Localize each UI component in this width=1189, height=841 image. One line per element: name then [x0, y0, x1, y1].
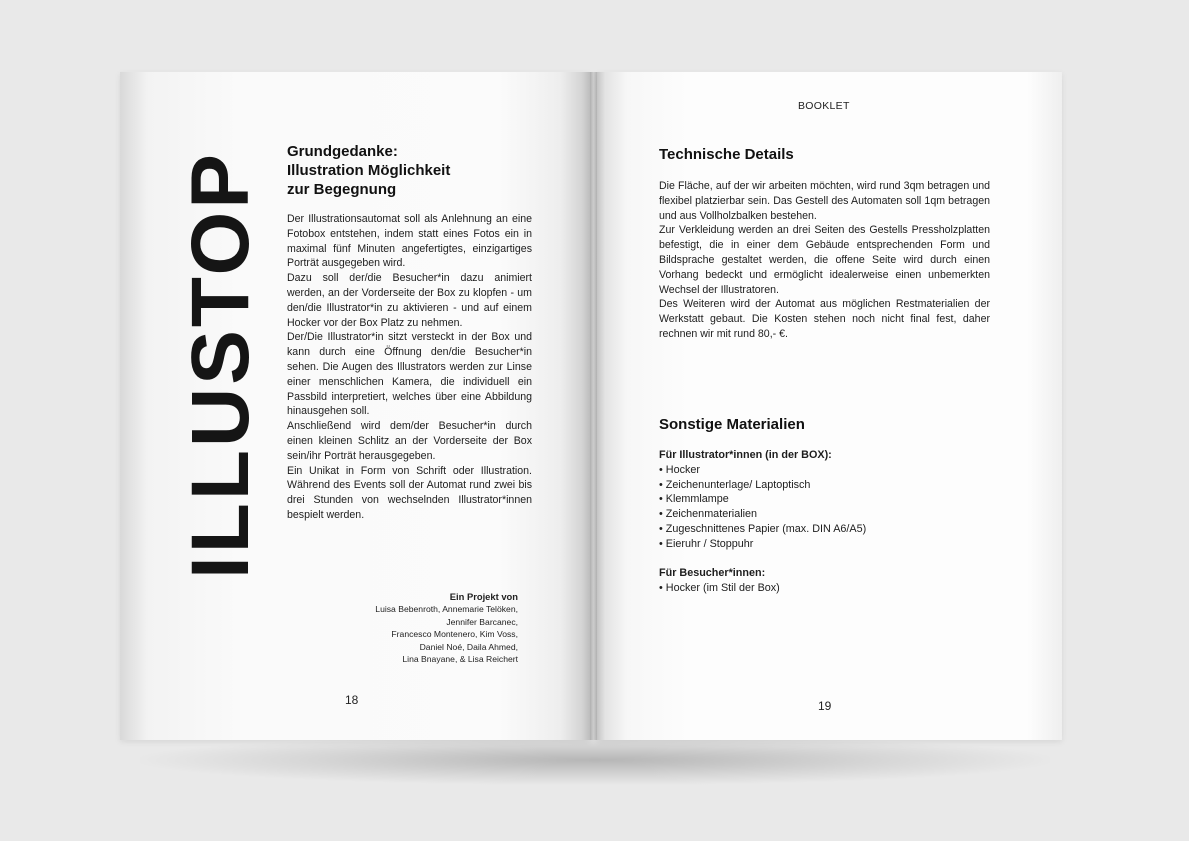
left-heading-line-2: Illustration Möglichkeit — [287, 162, 451, 179]
left-heading-line-3: zur Begegnung — [287, 181, 397, 198]
paragraph: Der/Die Illustrator*in sitzt versteckt in der Box und kann durch eine Öffnung den/die Besucher*in sehen. Die Augen des Illustrators werden zur Linse einer menschlichen Kamera, die individuell ein Passbild interpretiert, welches über eine Abbildung hinausgehen soll. — [287, 331, 532, 418]
technical-details-text — [659, 179, 990, 342]
vertical-title — [175, 145, 266, 585]
list-title: Für Illustrator*innen (in der BOX): — [659, 449, 832, 461]
list-title: Für Besucher*innen: — [659, 567, 766, 579]
left-body-text — [287, 212, 532, 523]
paragraph: Dazu soll der/die Besucher*in dazu animiert werden, an der Vorderseite der Box zu klopfen - um den/die Illustrator*in zu aktivieren - und auf einem Hocker vor der Box Platz zu nehmen. — [287, 272, 532, 329]
paragraph: Des Weiteren wird der Automat aus möglichen Restmaterialien der Werkstatt gebaut. Die Kosten stehen noch nicht final fest, daher rechnen wir mit rund 80,- €. — [659, 298, 990, 340]
credits-line: Francesco Montenero, Kim Voss, — [391, 629, 518, 640]
paragraph: Zur Verkleidung werden an drei Seiten des Gestells Pressholzplatten befestigt, die in einer dem Gebäude entsprechenden Form und Bildsprache gestaltet werden, die offene Seite wird durch einen Vorhang bedeckt und ermöglicht idealerweise einen unbemerkten Wechsel der Illustratoren. — [659, 224, 990, 296]
left-heading-line-1: Grundgedanke: — [287, 143, 398, 160]
credits-line: Jennifer Barcanec, — [446, 616, 518, 627]
technical-details-heading: Technische Details — [659, 146, 794, 163]
project-credits — [340, 591, 518, 665]
illustrator-materials-list — [659, 448, 866, 552]
running-head: BOOKLET — [798, 100, 850, 112]
list-item: • Hocker (im Stil der Box) — [659, 581, 780, 594]
booklet-shadow — [140, 735, 1050, 785]
credits-line: Daniel Noé, Daila Ahmed, — [419, 641, 518, 652]
list-item: • Zugeschnittenes Papier (max. DIN A6/A5) — [659, 522, 867, 535]
paragraph: Die Fläche, auf der wir arbeiten möchten, wird rund 3qm betragen und flexibel platzierbar sein. Das Gestell des Automaten soll 1qm betragen und aus Vollholzbalken bestehen. — [659, 180, 990, 222]
list-item: • Zeichenmaterialien — [659, 508, 757, 521]
paragraph: Anschließend wird dem/der Besucher*in durch einen kleinen Schlitz an der Vorderseite der Box sein/ihr Porträt herausgegeben. — [287, 420, 532, 462]
list-item: • Hocker — [659, 463, 700, 476]
list-item: • Klemmlampe — [659, 493, 729, 506]
visitor-materials-list — [659, 566, 780, 596]
credits-line: Luisa Bebenroth, Annemarie Telöken, — [375, 604, 518, 615]
page-number-left: 18 — [345, 693, 359, 707]
vertical-title-text: ILLUSTOP — [175, 151, 266, 579]
materials-heading: Sonstige Materialien — [659, 416, 805, 433]
credits-line: Lina Bnayane, & Lisa Reichert — [402, 654, 518, 665]
paragraph: Ein Unikat in Form von Schrift oder Illustration. Während des Events soll der Automat rund zwei bis drei Stunden von wechselnden Illustrator*innen bespielt werden. — [287, 464, 532, 521]
list-item: • Eieruhr / Stoppuhr — [659, 537, 754, 550]
right-page — [597, 72, 1062, 740]
booklet-spine — [590, 72, 597, 740]
list-item: • Zeichenunterlage/ Laptoptisch — [659, 478, 811, 491]
credits-title: Ein Projekt von — [449, 591, 518, 602]
left-heading — [287, 142, 547, 199]
page-number-right: 19 — [818, 699, 832, 713]
paragraph: Der Illustrationsautomat soll als Anlehnung an eine Fotobox entstehen, indem statt eines Fotos ein in maximal fünf Minuten angefertigtes, einzigartiges Porträt ausgegeben wird. — [287, 213, 532, 270]
